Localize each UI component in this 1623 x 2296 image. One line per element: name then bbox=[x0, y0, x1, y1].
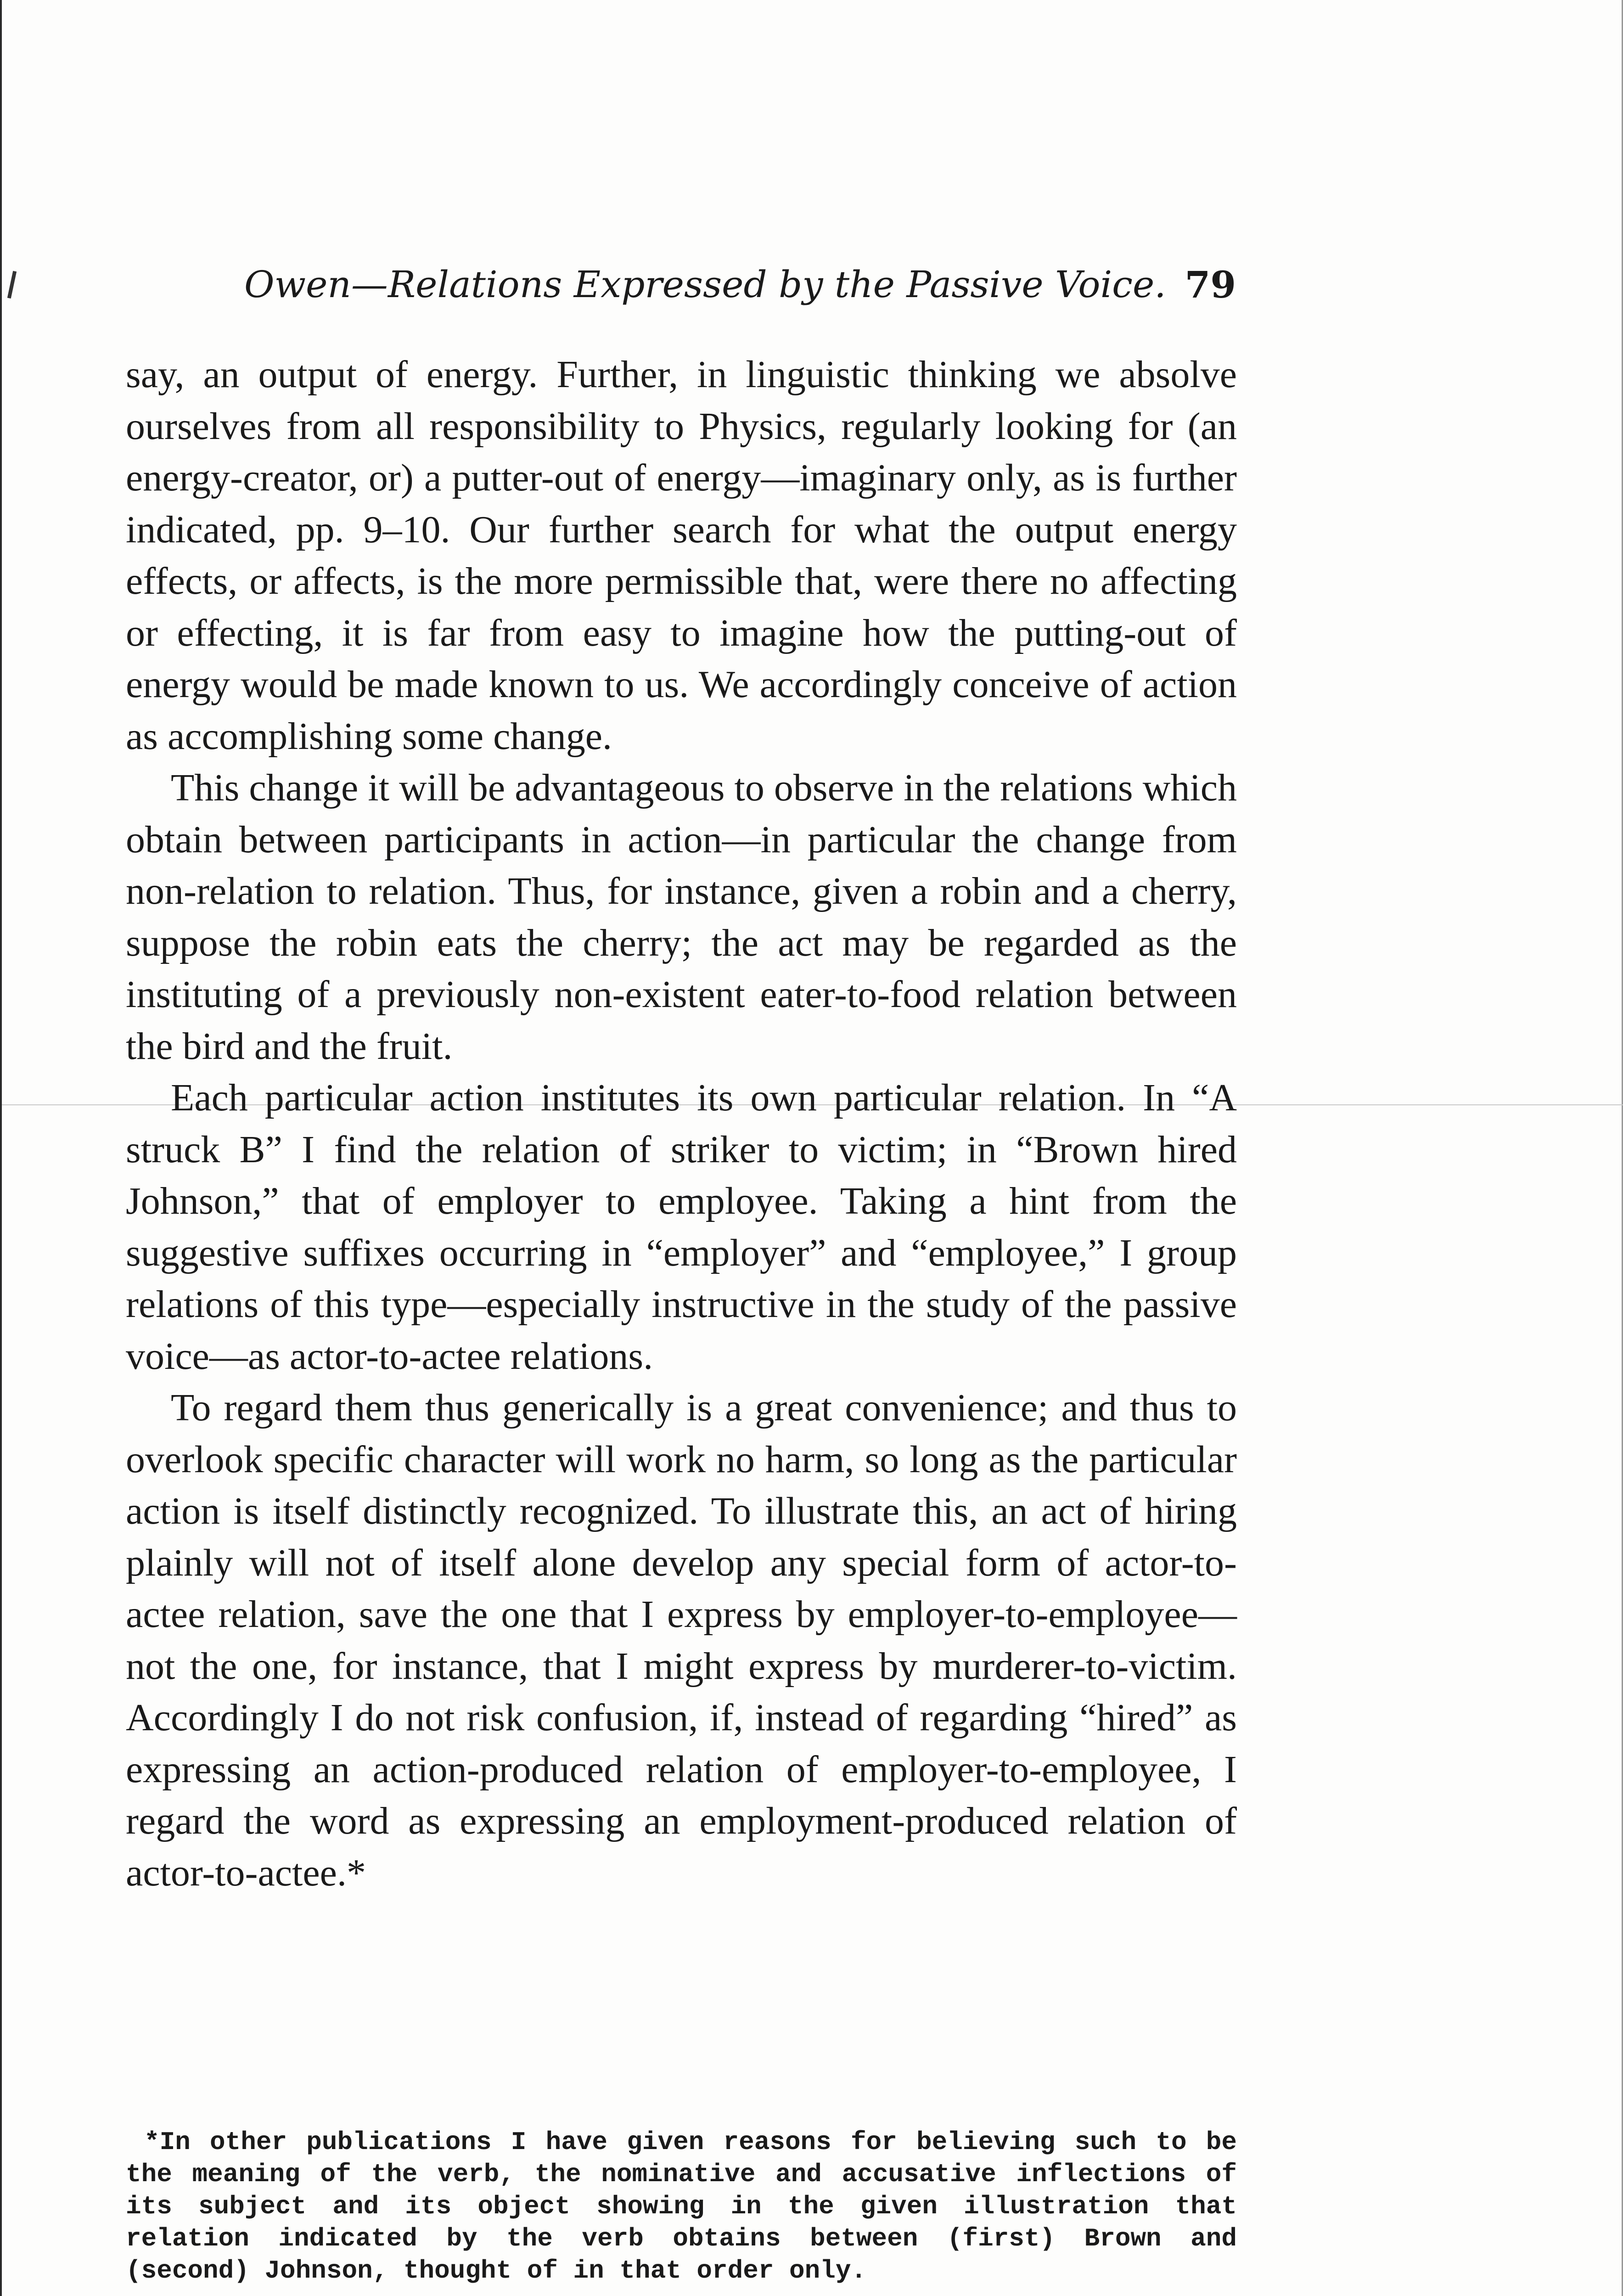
footnote-text: *In other publications I have given reasons for believing such to be the meaning of the verb, the nominative and accusative inflections of its subject and its object showing in the given illustration that relation indicated by the verb obtains between (first) Brown and (second) Johnson, thought of in that order only. bbox=[126, 2127, 1237, 2285]
running-head bbox=[244, 257, 1236, 312]
margin-mark bbox=[7, 271, 17, 298]
paragraph-1: say, an output of energy. Further, in linguistic thinking we absolve ourselves from all responsibility to Physics, regularly looking for (an energy-creator, or) a putter-out of energy—imaginary only, as is further indicated, pp. 9–10. Our further search for what the output energy effects, or affects, is the more permissible that, were there no affecting or effecting, it is far from easy to imagine how the putting-out of energy would be made known to us. We accordingly conceive of action as accomplishing some change. bbox=[126, 353, 1237, 758]
body-text bbox=[126, 349, 1237, 1899]
paragraph-4: To regard them thus generically is a great convenience; and thus to overlook specific character will work no harm, so long as the particular action is itself distinctly recognized. To illustrate this, an act of hiring plainly will not of itself alone develop any special form of actor-to-actee relation, save the one that I express by employer-to-employee—not the one, for instance, that I might express by murderer-to-victim. Accordingly I do not risk confusion, if, instead of regarding “hired” as expressing an action-produced relation of employer-to-employee, I regard the word as expressing an employment-produced relation of actor-to-actee.* bbox=[126, 1386, 1237, 1894]
paragraph-3: Each particular action institutes its own particular relation. In “A struck B” I find the relation of striker to victim; in “Brown hired Johnson,” that of employer to employee. Taking a hint from the suggestive suffixes occurring in “employer” and “employee,” I group relations of this type—especially instructive in the study of the passive voice—as actor-to-actee relations. bbox=[126, 1076, 1237, 1378]
running-head-title: Owen—Relations Expressed by the Passive Voice. bbox=[244, 263, 1166, 306]
page-number: 79 bbox=[1185, 263, 1236, 306]
footnote bbox=[126, 2126, 1237, 2287]
paragraph-2: This change it will be advantageous to observe in the relations which obtain between participants in action—in particular the change from non-relation to relation. Thus, for instance, given a robin and a cherry, suppose the robin eats the cherry; the act may be regarded as the instituting of a previously non-existent eater-to-food relation between the bird and the fruit. bbox=[126, 766, 1237, 1068]
